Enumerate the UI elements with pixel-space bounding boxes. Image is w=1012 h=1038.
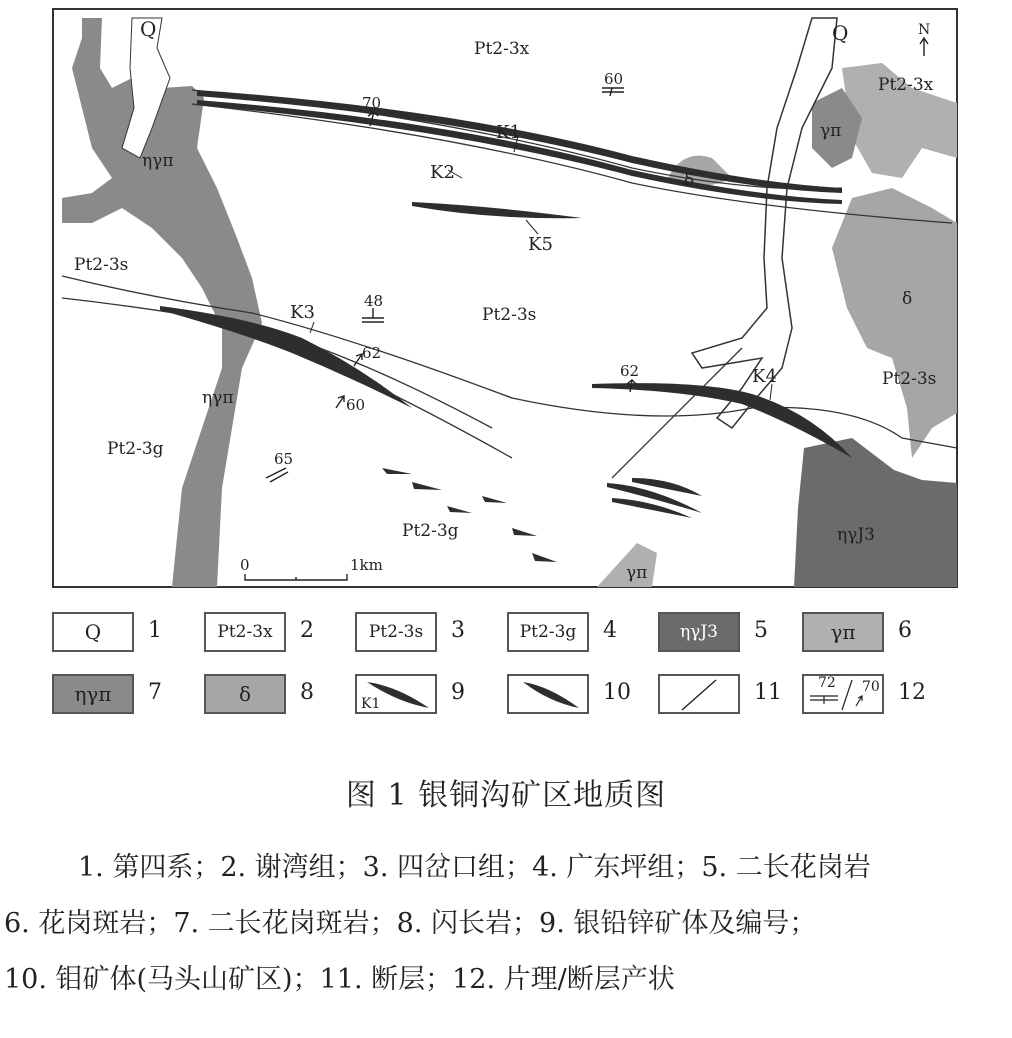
legend-item-3 [355, 612, 505, 656]
label-s-center: Pt2-3s [482, 305, 537, 325]
legend-item-9 [355, 674, 505, 718]
legend-swatch-attitude [802, 674, 884, 714]
legend-swatch-delta: δ [204, 674, 286, 714]
label-x-ne: Pt2-3x [878, 75, 934, 95]
label-s-west: Pt2-3s [74, 255, 129, 275]
label-ngp-nw: ηγπ [142, 151, 174, 171]
label-k4: K4 [752, 366, 777, 387]
scale-zero: 0 [240, 556, 250, 574]
label-s-east: Pt2-3s [882, 369, 937, 389]
legend [52, 612, 942, 732]
legend-number: 12 [898, 680, 926, 705]
legend-number: 3 [451, 618, 465, 643]
legend-notes [0, 840, 1012, 1008]
legend-number: 6 [898, 618, 912, 643]
label-g-south: Pt2-3g [402, 521, 459, 541]
legend-swatch-mo-orebody [507, 674, 589, 714]
legend-item-11 [658, 674, 808, 718]
legend-number: 9 [451, 680, 465, 705]
dip-62-c: 62 [362, 344, 382, 362]
north-arrow: N [918, 22, 931, 38]
legend-number: 8 [300, 680, 314, 705]
attitude-label-b: 70 [862, 679, 880, 695]
legend-swatch-gp: γπ [802, 612, 884, 652]
legend-item-7 [52, 674, 202, 718]
label-q-nw: Q [140, 17, 157, 41]
dip-62-e: 62 [620, 362, 640, 380]
note-line-1: 1. 第四系；2. 谢湾组；3. 四岔口组；4. 广东坪组；5. 二长花岗岩 [78, 852, 871, 883]
legend-number: 4 [603, 618, 617, 643]
legend-number: 7 [148, 680, 162, 705]
legend-item-2 [204, 612, 354, 656]
dip-65: 65 [274, 450, 294, 468]
attitude-label-a: 72 [818, 675, 836, 691]
legend-swatch-ngj3: ηγJ3 [658, 612, 740, 652]
legend-item-1 [52, 612, 202, 656]
dip-70: 70 [362, 94, 382, 112]
legend-number: 5 [754, 618, 768, 643]
legend-item-5 [658, 612, 808, 656]
legend-swatch-g: Pt2-3g [507, 612, 589, 652]
label-d-small: δ [684, 171, 695, 191]
note-line-2: 6. 花岗斑岩；7. 二长花岗斑岩；8. 闪长岩；9. 银铅锌矿体及编号； [4, 908, 817, 939]
legend-swatch-orebody [355, 674, 437, 714]
legend-orebody-label: K1 [361, 696, 381, 712]
legend-number: 10 [603, 680, 631, 705]
legend-swatch-x: Pt2-3x [204, 612, 286, 652]
legend-number: 2 [300, 618, 314, 643]
label-q-ne: Q [832, 21, 849, 45]
label-k1: K1 [496, 122, 521, 143]
legend-item-10 [507, 674, 657, 718]
legend-swatch-fault [658, 674, 740, 714]
label-k3: K3 [290, 302, 315, 323]
label-ngp-sw: ηγπ [202, 388, 234, 408]
note-line-3: 10. 钼矿体(马头山矿区)；11. 断层；12. 片理/断层产状 [4, 964, 675, 995]
dip-48: 48 [364, 292, 384, 310]
legend-item-8 [204, 674, 354, 718]
label-k2: K2 [430, 162, 455, 183]
geologic-map [52, 8, 958, 588]
figure-caption: 图 1 银铜沟矿区地质图 [345, 778, 667, 813]
legend-swatch-s: Pt2-3s [355, 612, 437, 652]
legend-item-6 [802, 612, 952, 656]
label-g-west: Pt2-3g [107, 439, 164, 459]
legend-swatch-q: Q [52, 612, 134, 652]
label-gp-ne: γπ [820, 121, 842, 141]
mo-orebody-icon [509, 676, 587, 712]
scale-end: 1km [350, 556, 383, 574]
label-gp-s: γπ [626, 563, 648, 583]
label-x-top: Pt2-3x [474, 39, 530, 59]
dip-60-top: 60 [604, 70, 624, 88]
label-k5: K5 [528, 234, 553, 255]
fault-icon [660, 676, 738, 712]
label-ngj3: ηγJ3 [837, 525, 875, 545]
legend-number: 11 [754, 680, 782, 705]
legend-number: 1 [148, 618, 162, 643]
legend-swatch-ngp: ηγπ [52, 674, 134, 714]
legend-item-4 [507, 612, 657, 656]
legend-item-12 [802, 674, 952, 718]
label-d-east: δ [902, 289, 913, 309]
dip-60-c: 60 [346, 396, 366, 414]
